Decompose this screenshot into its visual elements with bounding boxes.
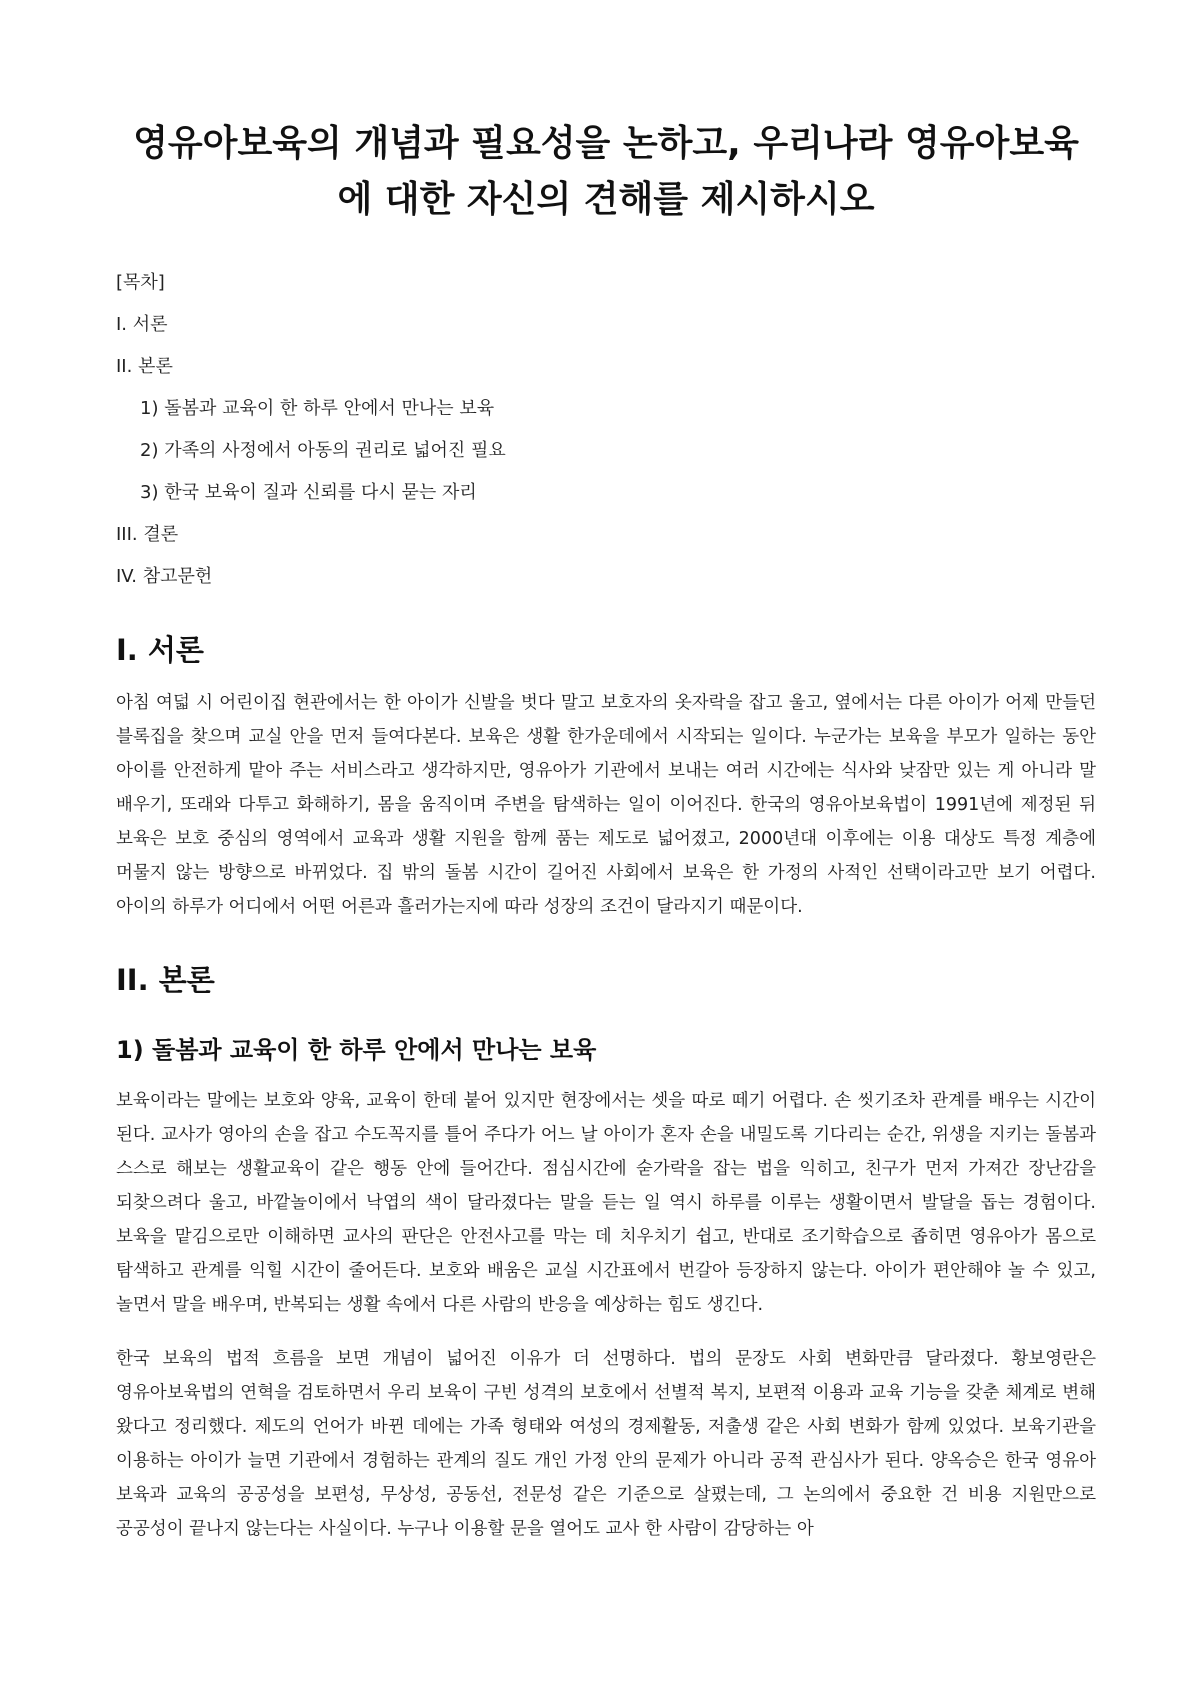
subsection-heading-1: 1) 돌봄과 교육이 한 하루 안에서 만나는 보육 (116, 1036, 597, 1064)
table-of-contents (116, 262, 1096, 598)
toc-item-body-sub3: 3) 한국 보육이 질과 신뢰를 다시 묻는 자리 (140, 482, 477, 503)
section-spacer (116, 1016, 1096, 1030)
body-paragraph-1: 보육이라는 말에는 보호와 양육, 교육이 한데 붙어 있지만 현장에서는 셋을 따로 떼기 어렵다. 손 씻기조차 관계를 배우는 시간이 된다. 교사가 영아의 손을 잡고 수도꼭지를 틀어 주다가 어느 날 아이가 혼자 손을 내밀도록 기다리는 순간, 위생을 지키는 돌봄과 스스로 해보는 생활교육이 같은 행동 안에 들어간다. 점심시간에 숟가락을 잡는 법을 익히고, 친구가 먼저 가져간 장난감을 되찾으려다 울고, 바깥놀이에서 낙엽의 색이 달라졌다는 말을 듣는 일 역시 하루를 이루는 생활이면서 발달을 돕는 경험이다. 보육을 맡김으로만 이해하면 교사의 판단은 안전사고를 막는 데 치우치기 쉽고, 반대로 조기학습으로 좁히면 영유아가 몸으로 탐색하고 관계를 익힐 시간이 줄어든다. 보호와 배움은 교실 시간표에서 번갈아 등장하지 않는다. 아이가 편안해야 놀 수 있고, 놀면서 말을 배우며, 반복되는 생활 속에서 다른 사람의 반응을 예상하는 힘도 생긴다. (116, 1091, 1096, 1315)
toc-item-body: II. 본론 (116, 356, 173, 377)
body-paragraph-2: 한국 보육의 법적 흐름을 보면 개념이 넓어진 이유가 더 선명하다. 법의 문장도 사회 변화만큼 달라졌다. 황보영란은 영유아보육법의 연혁을 검토하면서 우리 보육이 구빈 성격의 보호에서 선별적 복지, 보편적 이용과 교육 기능을 갖춘 체계로 변해 왔다고 정리했다. 제도의 언어가 바뀐 데에는 가족 형태와 여성의 경제활동, 저출생 같은 사회 변화가 함께 있었다. 보육기관을 이용하는 아이가 늘면 기관에서 경험하는 관계의 질도 개인 가정 안의 문제가 아니라 공적 관심사가 된다. 양옥승은 한국 영유아 보육과 교육의 공공성을 보편성, 무상성, 공동선, 전문성 같은 기준으로 살폈는데, 그 논의에서 중요한 건 비용 지원만으로 공공성이 끝나지 않는다는 사실이다. 누구나 이용할 문을 열어도 교사 한 사람이 감당하는 아 (116, 1349, 1096, 1539)
section-heading-intro: I. 서론 (116, 633, 204, 667)
toc-item-body-sub2: 2) 가족의 사정에서 아동의 권리로 넓어진 필요 (140, 440, 506, 461)
toc-heading: [목차] (116, 272, 165, 293)
toc-item-intro: I. 서론 (116, 314, 168, 335)
toc-item-conclusion: III. 결론 (116, 524, 179, 545)
toc-item-references: IV. 참고문헌 (116, 566, 213, 587)
section-heading-body: II. 본론 (116, 963, 215, 997)
intro-paragraph: 아침 여덟 시 어린이집 현관에서는 한 아이가 신발을 벗다 말고 보호자의 옷자락을 잡고 울고, 옆에서는 다른 아이가 어제 만들던 블록집을 찾으며 교실 안을 먼저 들여다본다. 보육은 생활 한가운데에서 시작되는 일이다. 누군가는 보육을 부모가 일하는 동안 아이를 안전하게 맡아 주는 서비스라고 생각하지만, 영유아가 기관에서 보내는 여러 시간에는 식사와 낮잠만 있는 게 아니라 말 배우기, 또래와 다투고 화해하기, 몸을 움직이며 주변을 탐색하는 일이 이어진다. 한국의 영유아보육법이 1991년에 제정된 뒤 보육은 보호 중심의 영역에서 교육과 생활 지원을 함께 품는 제도로 넓어졌고, 2000년대 이후에는 이용 대상도 특정 계층에 머물지 않는 방향으로 바뀌었다. 집 밖의 돌봄 시간이 길어진 사회에서 보육은 한 가정의 사적인 선택이라고만 보기 어렵다. 아이의 하루가 어디에서 어떤 어른과 흘러가는지에 따라 성장의 조건이 달라지기 때문이다. (116, 693, 1096, 917)
toc-item-body-sub1: 1) 돌봄과 교육이 한 하루 안에서 만나는 보육 (140, 398, 495, 419)
section-spacer (116, 944, 1096, 958)
document-title: 영유아보육의 개념과 필요성을 논하고, 우리나라 영유아보육에 대한 자신의 견해를 제시하시오 (133, 123, 1079, 220)
